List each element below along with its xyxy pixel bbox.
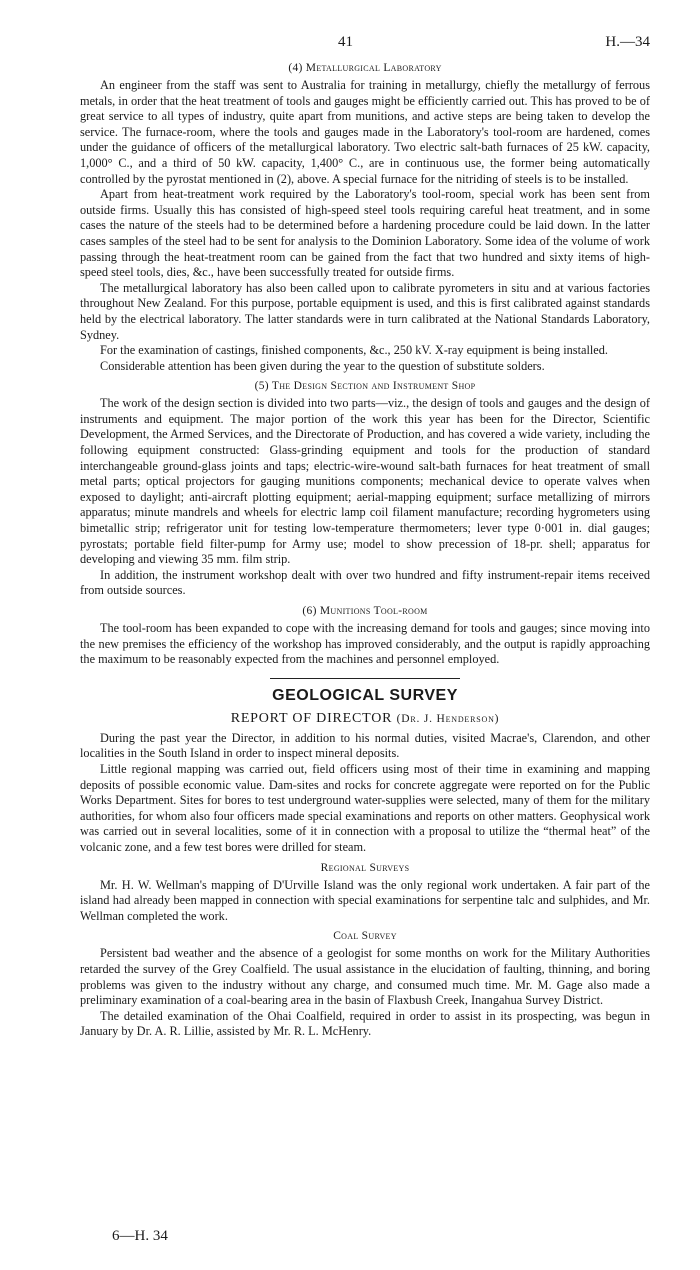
paragraph: The detailed examination of the Ohai Coalfield, required in order to assist in its prospecting, was begun in January by Dr. A. R. Lillie, assisted by Mr. R. L. McHenry. xyxy=(80,1008,650,1039)
paragraph: The work of the design section is divided into two parts—viz., the design of tools and gauges and the design of instruments and equipment. The major portion of the work this year has been for the Director, Scientific Development, the Armed Services, and the Directorate of Production, and has covered a wide variety, including the following equipment constructed: Glass-grinding equipment and tools for the production of standard interchangeable ground-glass joints and taps; electric-wire-wound salt-bath furnaces for heat treatment of small metal parts; optical projectors for gauging munitions components; mechanical device to operate valves when exposed to daylight; anti-aircraft plotting equipment; aerial-mapping equipment; surface metallizing of mirrors apparatus; minute mandrels and wheels for electric lamp coil filament manufacture; recording hygrometers using bimetallic strip; refrigerator unit for testing low-temperature thermometers; lever type 0·001 in. dial gauges; pyrostats; portable field filter-pump for Army use; model to show precession of 18-pr. shell; apparatus for developing and viewing 35 mm. film strip. xyxy=(80,396,650,567)
paragraph: In addition, the instrument workshop dealt with over two hundred and fifty instrument-repair items received from outside sources. xyxy=(80,567,650,598)
report-author: (Dr. J. Henderson) xyxy=(396,712,500,725)
paragraph: Mr. H. W. Wellman's mapping of D'Urville Island was the only regional work undertaken. A fair part of the island had already been mapped in connection with special examinations for serpentine talc and sulphides, and Mr. Wellman completed the work. xyxy=(80,877,650,923)
page-number: 41 xyxy=(338,34,353,50)
section-heading-metallurgical: (4) Metallurgical Laboratory xyxy=(288,62,442,74)
document-reference: H.—34 xyxy=(605,34,650,50)
paragraph: For the examination of castings, finished components, &c., 250 kV. X-ray equipment is being installed. xyxy=(100,343,608,358)
section-heading-design: (5) The Design Section and Instrument Shop xyxy=(254,380,476,393)
page-footer-signature: 6—H. 34 xyxy=(112,1228,168,1244)
report-heading xyxy=(80,711,650,727)
paragraph: Little regional mapping was carried out, field officers using most of their time in examining and mapping deposits of possible economic value. Dam-sites and rocks for concrete aggregate were reported on for the Public Works Department. Sites for bores to test underground water-supplies were selected, many of them for the military authorities, for whom also four officers made special examinations and reports on other matters. Geophysical work was carried out in several localities, some of it in connection with a proposal to utilize the “thermal heat” of the volcanic zone, and a few test bores were drilled for steam. xyxy=(80,761,650,854)
paragraph: Persistent bad weather and the absence of a geologist for some months on work for the Military Authorities retarded the survey of the Grey Coalfield. The usual assistance in the elucidation of faulting, thinning, and boring problems was given to the industry without any charge, and consumed much time. Mr. M. Gage also made a preliminary examination of a coal-bearing area in the basin of Flaxbush Creek, Inangahua Survey District. xyxy=(80,946,650,1008)
page xyxy=(80,30,650,1040)
section-divider xyxy=(270,678,460,679)
section-heading-toolroom: (6) Munitions Tool-room xyxy=(302,605,428,617)
paragraph: Considerable attention has been given during the year to the question of substitute solders. xyxy=(100,358,545,373)
paragraph: Apart from heat-treatment work required by the Laboratory's tool-room, special work has been sent from outside firms. Usually this has consisted of high-speed steel tools requiring careful heat treatment, and in some cases the nature of the steels had to be determined before a hardening procedure could be laid down. In the latter cases samples of the steel had to be sent for analysis to the Dominion Laboratory. Some idea of the volume of work passing through the heat-treatment room can be gained from the fact that two hundred and sixty items of high-speed steel tools, dies, &c., have been successfully treated for outside firms. xyxy=(80,187,650,280)
section-heading-coal: Coal Survey xyxy=(333,930,397,943)
report-title: REPORT OF DIRECTOR xyxy=(230,710,393,726)
paragraph: An engineer from the staff was sent to Australia for training in metallurgy, chiefly the metallurgy of ferrous metals, in order that the heat treatment of tools and gauges might be efficiently carried out. This has proved to be of great service to all types of industry, quite apart from munitions, and active steps are being taken to develop the service. The furnace-room, where the tools and gauges made in the Laboratory's tool-room are hardened, comes under the guidance of officers of the metallurgical laboratory. Two electric salt-bath furnaces of 25 kW. capacity, 1,000° C., and a third of 50 kW. capacity, 1,400° C., are in continuous use, the former being automatically controlled by the pyrostat mentioned in (2), above. A special furnace for the nitriding of steels is to be installed. xyxy=(80,78,650,186)
paragraph: During the past year the Director, in addition to his normal duties, visited Macrae's, Clarendon, and other localities in the South Island in order to inspect mineral deposits. xyxy=(80,730,650,761)
paragraph: The tool-room has been expanded to cope with the increasing demand for tools and gauges; since moving into the new premises the efficiency of the workshop has improved considerably, and the output is rapidly approaching the maximum to be reasonably expected from the machines and personnel employed. xyxy=(80,621,650,667)
page-header xyxy=(80,30,650,56)
geological-survey-title: GEOLOGICAL SURVEY xyxy=(272,686,458,704)
paragraph: The metallurgical laboratory has also been called upon to calibrate pyrometers in situ and at various factories throughout New Zealand. For this purpose, portable equipment is used, and this is first calibrated against standards held by the electrical laboratory. The latter standards were in turn calibrated at the National Standards Laboratory, Sydney. xyxy=(80,280,650,342)
section-heading-regional: Regional Surveys xyxy=(320,861,410,874)
